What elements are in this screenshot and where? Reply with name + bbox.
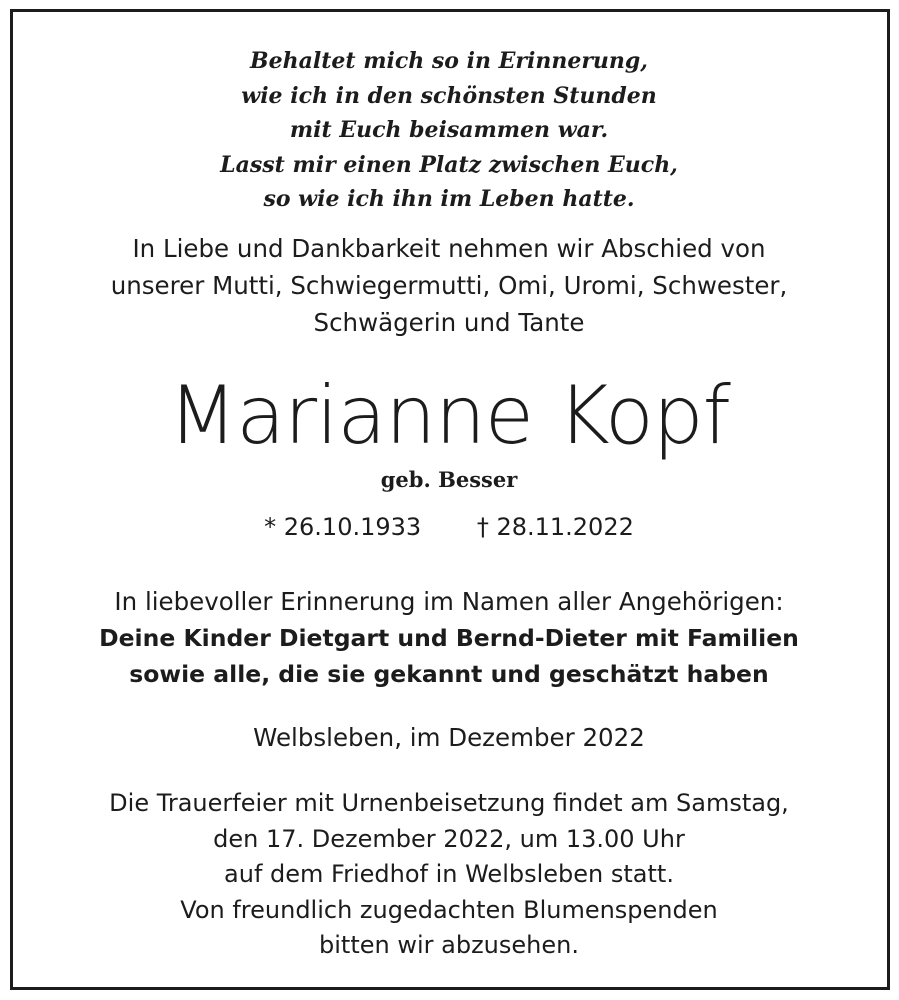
mourners-family: Deine Kinder Dietgart und Bernd-Dieter mit Familien [99,624,799,652]
place-date: Welbsleben, im Dezember 2022 [253,723,645,752]
mourners-others: sowie alle, die sie gekannt und geschätzt haben [129,660,769,688]
service-line: Die Trauerfeier mit Urnenbeisetzung findet am Samstag, [109,789,789,817]
birth-name: geb. Besser [380,467,518,492]
poem-line: so wie ich ihn im Leben hatte. [263,186,635,212]
intro-line: In Liebe und Dankbarkeit nehmen wir Abschied von [132,234,766,263]
deceased-name: Marianne Kopf [168,369,730,462]
mourners-intro: In liebevoller Erinnerung im Namen aller Angehörigen: [114,587,784,616]
poem-line: mit Euch beisammen war. [289,117,609,143]
poem-line: Lasst mir einen Platz zwischen Euch, [220,151,678,178]
intro-line: Schwägerin und Tante [313,308,585,337]
intro-line: unserer Mutti, Schwiegermutti, Omi, Uromi, Schwester, [110,271,788,300]
service-line: auf dem Friedhof in Welbsleben statt. [224,860,674,888]
service-line: bitten wir abzusehen. [319,931,579,959]
birth-date: * 26.10.1933 [264,513,422,541]
death-date: † 28.11.2022 [476,513,634,541]
farewell-intro [12,230,886,341]
poem-line: Behaltet mich so in Erinnerung, [250,48,648,74]
service-line: Von freundlich zugedachten Blumenspenden [180,895,718,924]
funeral-service-info [12,786,886,964]
mourners [12,584,886,692]
life-dates [12,509,886,545]
poem-line: wie ich in den schönsten Stunden [241,82,657,109]
service-line: den 17. Dezember 2022, um 13.00 Uhr [213,824,685,853]
poem [12,44,886,217]
